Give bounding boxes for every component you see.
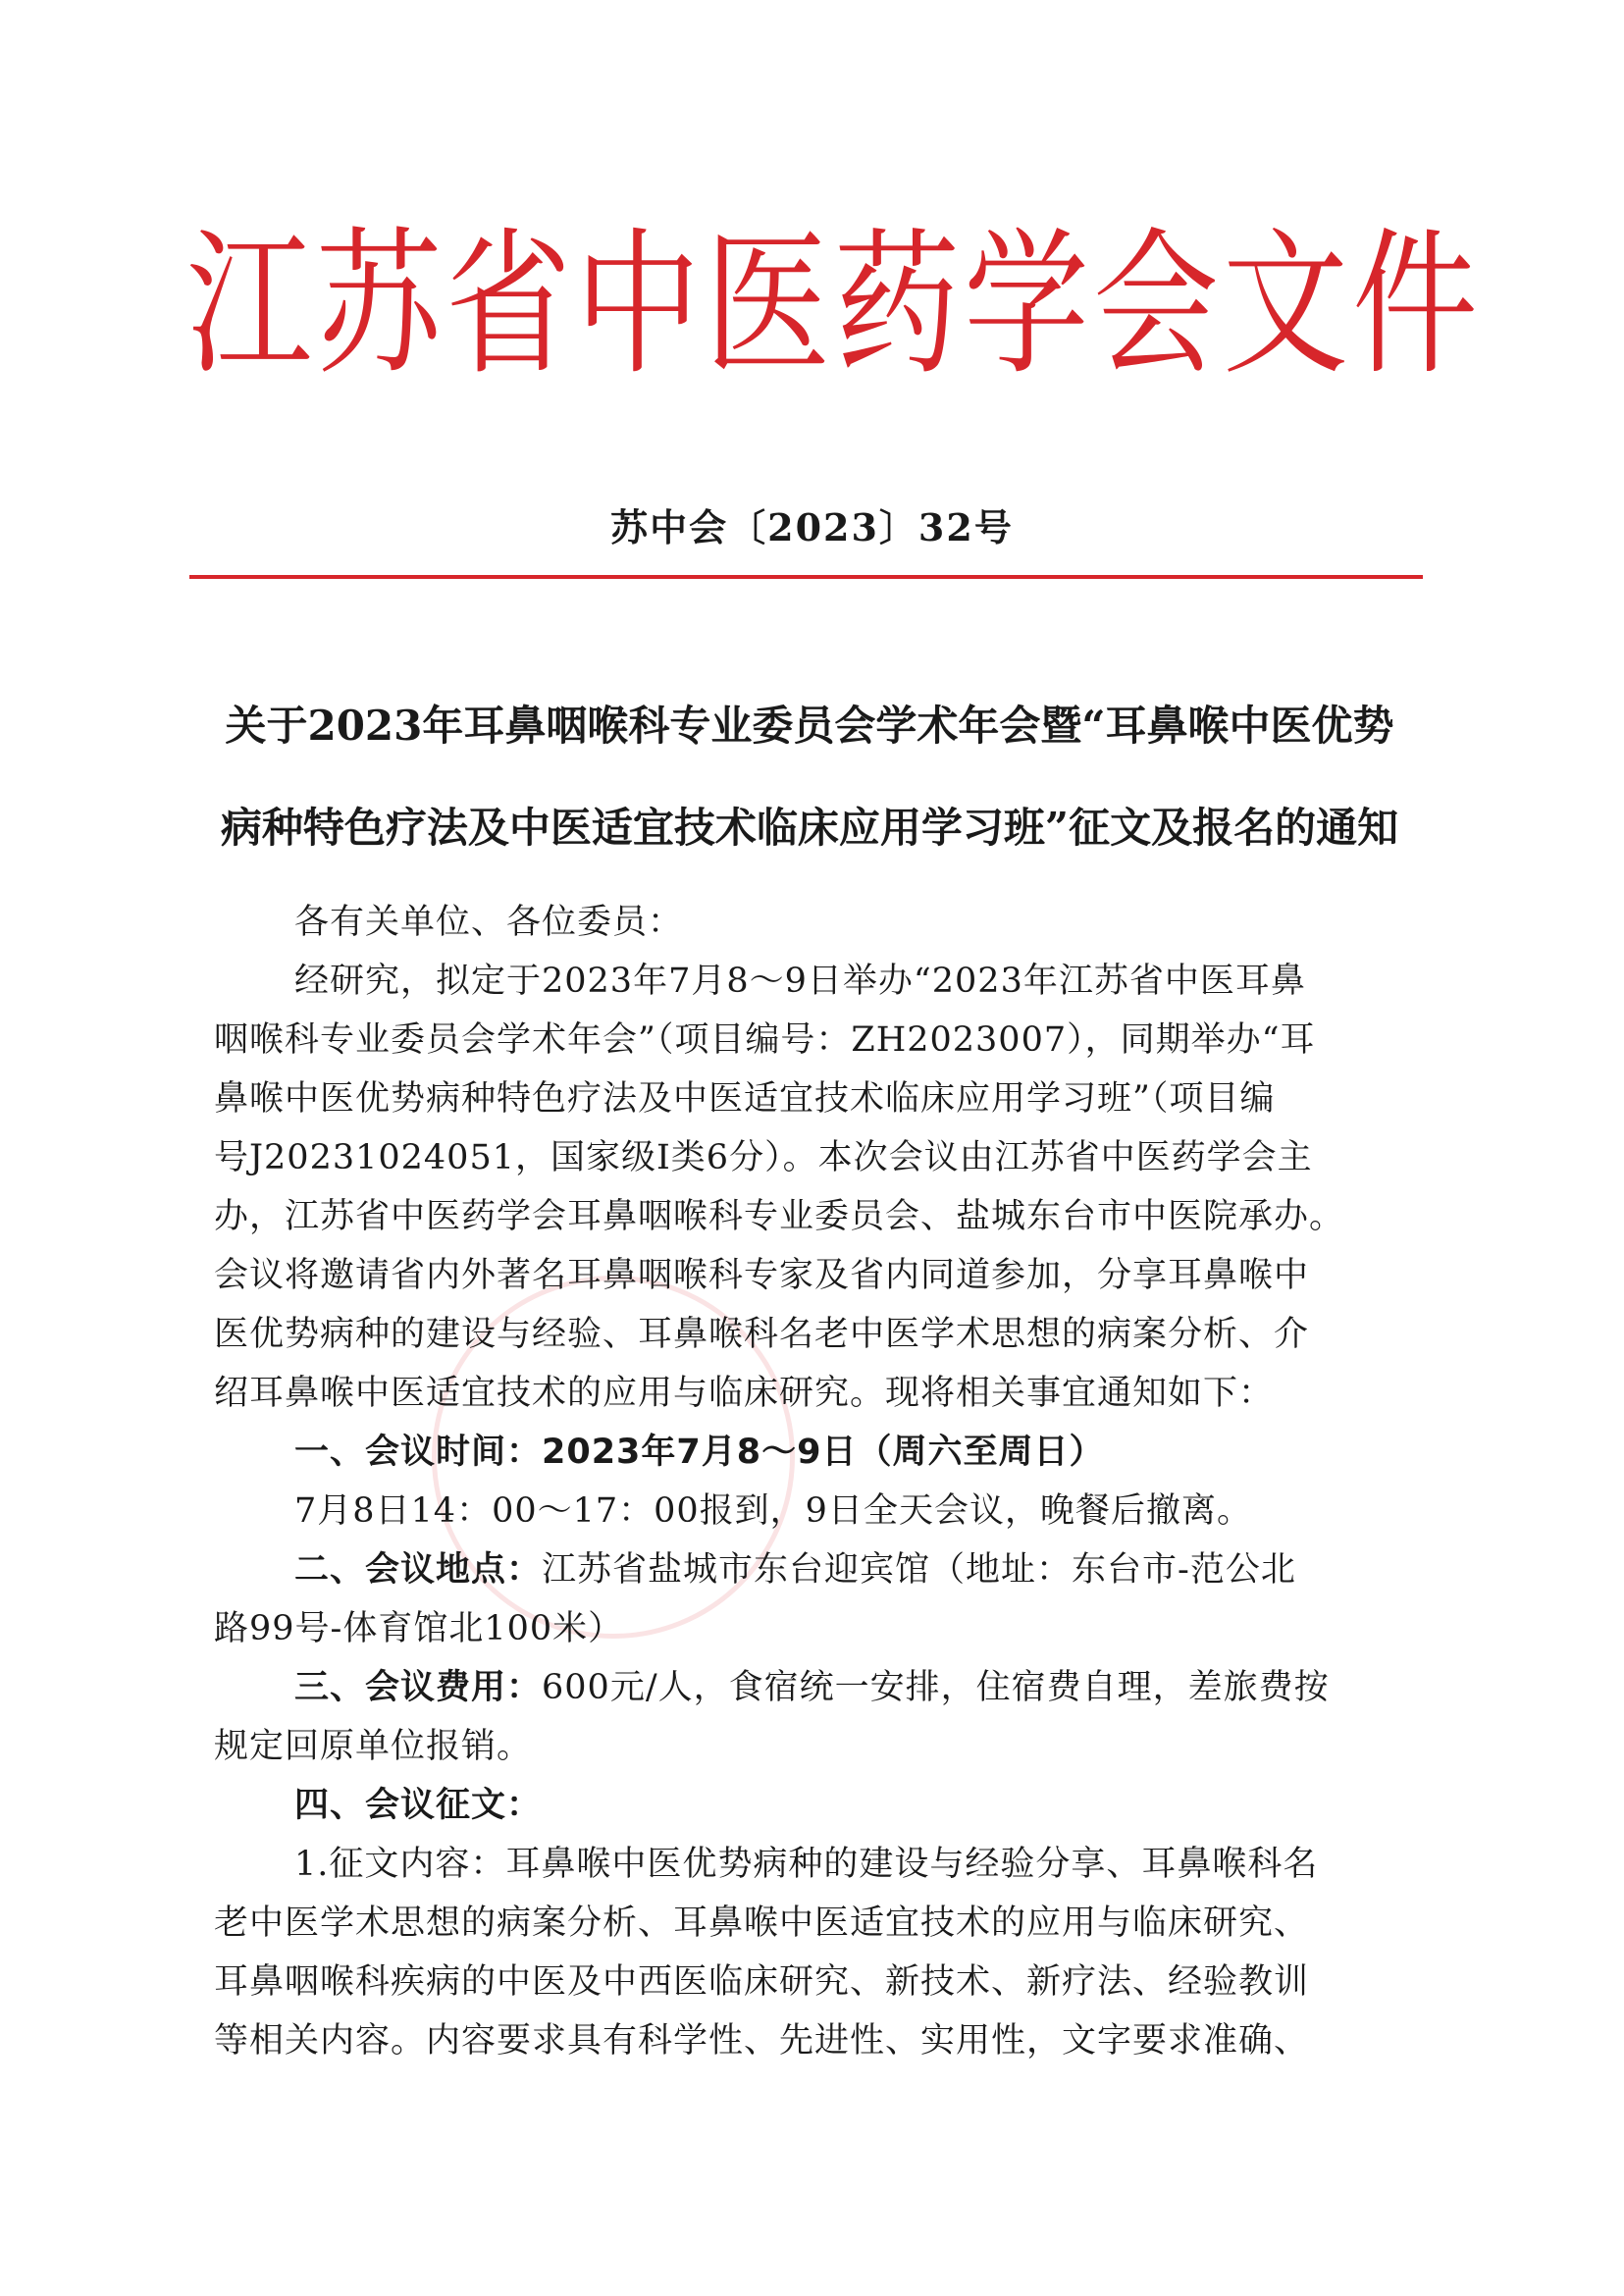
call-for-papers-line: 1.征文内容：耳鼻喉中医优势病种的建设与经验分享、耳鼻喉科名 — [294, 1845, 1319, 1884]
intro-line: 会议将邀请省内外著名耳鼻咽喉科专家及省内同道参加，分享耳鼻喉中 — [214, 1256, 1310, 1295]
intro-line: 办，江苏省中医药学会耳鼻咽喉科专业委员会、盐城东台市中医院承办。 — [214, 1197, 1345, 1236]
notice-title — [196, 675, 1423, 879]
section-meeting-fee-text-cont: 规定回原单位报销。 — [214, 1727, 533, 1766]
intro-line: 咽喉科专业委员会学术年会”（项目编号：ZH2023007），同期举办“耳 — [214, 1020, 1316, 1060]
document-masthead: 江苏省中医药学会文件 — [186, 214, 1483, 397]
section-meeting-time-text: 7月8日14：00～17：00报到，9日全天会议，晚餐后撤离。 — [294, 1491, 1252, 1531]
notice-title-line-2: 病种特色疗法及中医适宜技术临床应用学习班”征文及报名的通知 — [220, 804, 1399, 852]
document-number: 苏中会〔2023〕32号 — [610, 505, 1014, 549]
section-meeting-venue-label: 二、会议地点： — [294, 1550, 543, 1590]
intro-line: 号J20231024051，国家级Ⅰ类6分）。本次会议由江苏省中医药学会主 — [214, 1138, 1313, 1177]
intro-line: 医优势病种的建设与经验、耳鼻喉科名老中医学术思想的病案分析、介 — [214, 1315, 1310, 1354]
notice-title-line-1: 关于2023年耳鼻咽喉科专业委员会学术年会暨“耳鼻喉中医优势 — [225, 702, 1394, 750]
notice-body — [214, 893, 1421, 2070]
section-call-for-papers-heading: 四、会议征文： — [294, 1786, 543, 1825]
section-meeting-time-heading: 一、会议时间：2023年7月8～9日（周六至周日） — [294, 1433, 1105, 1472]
section-meeting-venue-text-cont: 路99号-体育馆北100米） — [214, 1609, 624, 1648]
call-for-papers-line: 耳鼻咽喉科疾病的中医及中西医临床研究、新技术、新疗法、经验教训 — [214, 1962, 1310, 2002]
red-divider-line — [189, 575, 1423, 579]
section-meeting-fee-label: 三、会议费用： — [294, 1668, 543, 1707]
intro-line: 绍耳鼻喉中医适宜技术的应用与临床研究。现将相关事宜通知如下： — [214, 1374, 1275, 1413]
call-for-papers-line: 等相关内容。内容要求具有科学性、先进性、实用性，文字要求准确、 — [214, 2021, 1310, 2061]
section-meeting-venue-text: 江苏省盐城市东台迎宾馆（地址：东台市-范公北 — [542, 1550, 1296, 1590]
intro-line: 鼻喉中医优势病种特色疗法及中医适宜技术临床应用学习班”（项目编 — [214, 1079, 1276, 1119]
section-meeting-venue — [214, 1540, 1421, 1599]
section-meeting-fee-text: 600元/人，食宿统一安排，住宿费自理，差旅费按 — [542, 1668, 1330, 1707]
intro-line: 经研究，拟定于2023年7月8～9日举办“2023年江苏省中医耳鼻 — [294, 962, 1306, 1001]
section-meeting-fee — [214, 1658, 1421, 1717]
call-for-papers-line: 老中医学术思想的病案分析、耳鼻喉中医适宜技术的应用与临床研究、 — [214, 1904, 1310, 1943]
salutation: 各有关单位、各位委员： — [294, 903, 684, 942]
